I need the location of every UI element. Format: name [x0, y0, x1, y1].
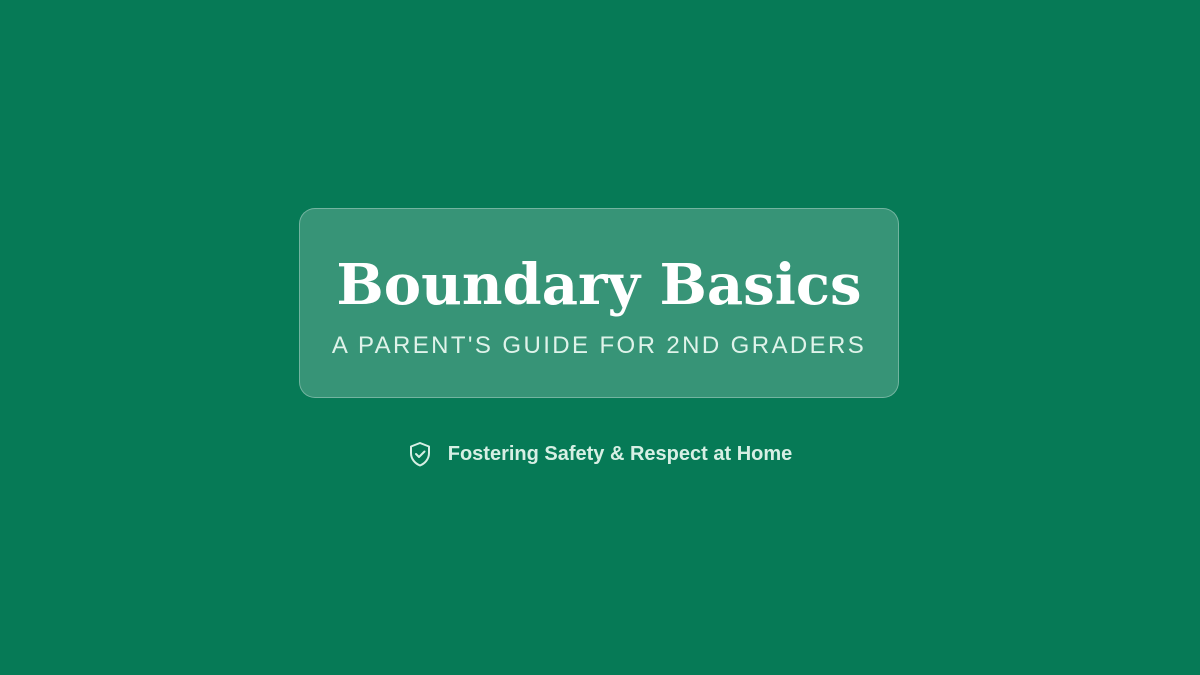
page-subtitle: A PARENT'S GUIDE FOR 2ND GRADERS — [331, 332, 867, 359]
title-card — [299, 208, 899, 398]
tagline-text: Fostering Safety & Respect at Home — [447, 443, 793, 465]
tagline — [0, 437, 1200, 471]
page-title: Boundary Basics — [336, 252, 862, 318]
shield-check-icon — [408, 441, 432, 467]
